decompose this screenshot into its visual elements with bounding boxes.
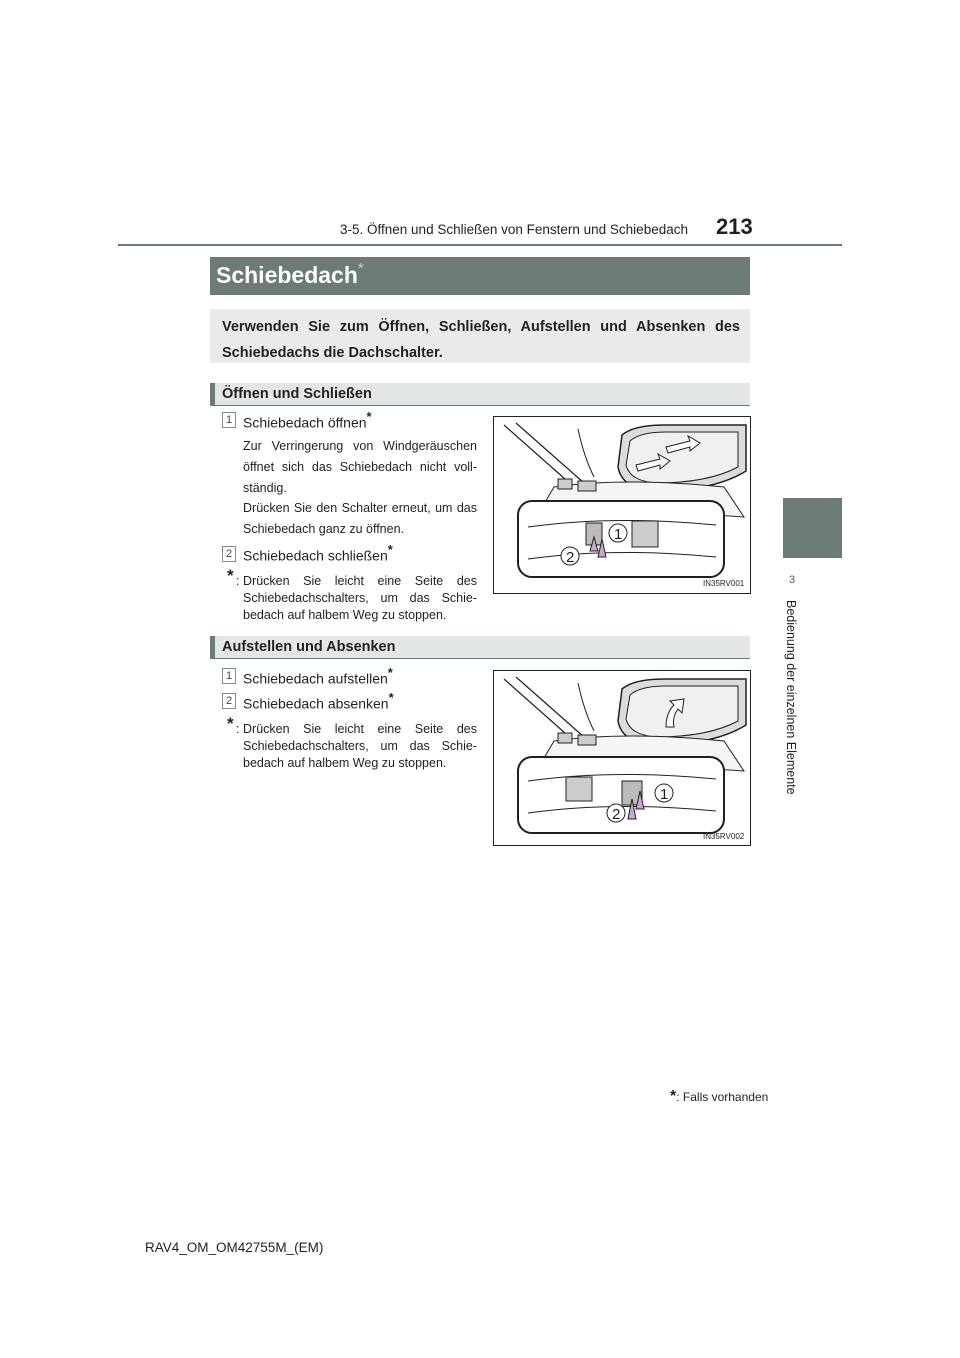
chapter-tab-number: 3 — [789, 574, 796, 586]
note-colon: : — [236, 722, 240, 736]
item-open-marker: * — [366, 409, 372, 424]
callout-number: 2 — [612, 806, 621, 823]
page-number: 213 — [716, 214, 753, 239]
figure-sunroof-open-close — [493, 416, 751, 594]
footnote-marker: * — [670, 1088, 677, 1105]
note-colon: : — [236, 574, 240, 588]
section-heading-tilt: Aufstellen und Absenken — [222, 639, 396, 655]
item-number: 2 — [222, 546, 236, 562]
footer-doc-code: RAV4_OM_OM42755M_(EM) — [145, 1240, 324, 1255]
chapter-tab-label: Bedienung der einzelnen Elemente — [784, 600, 798, 795]
section-title-text: Schiebedach — [216, 262, 358, 288]
section-heading-accent — [210, 383, 215, 406]
footnote — [670, 1088, 768, 1106]
paragraph-press-again: Drücken Sie den Schalter erneut, um das Schiebedach ganz zu öffnen. — [243, 501, 477, 536]
item-close-marker: * — [387, 542, 393, 557]
callout-number: 1 — [614, 526, 623, 543]
item-tilt-up-marker: * — [387, 665, 393, 680]
sunroof-illustration — [494, 671, 750, 845]
callout-number: 1 — [660, 786, 669, 803]
item-tilt-down — [243, 691, 394, 712]
chapter-tab-label-wrapper — [784, 600, 798, 795]
note-marker: * — [227, 566, 234, 585]
figure-code: IN35RV001 — [703, 579, 745, 588]
paragraph-wind-noise: Zur Verringerung von Windgeräuschen öffnet sich das Schiebedach nicht voll-ständig. — [243, 439, 477, 495]
item-number: 1 — [222, 668, 236, 684]
item-open — [243, 410, 372, 431]
item-open-label: Schiebedach öffnen — [243, 414, 367, 431]
chapter-tab — [783, 498, 842, 558]
item-number: 2 — [222, 693, 236, 709]
figure-code: IN35RV002 — [703, 832, 745, 841]
section-heading-open-close: Öffnen und Schließen — [222, 386, 372, 402]
sunroof-illustration — [494, 417, 750, 593]
chapter-header-title: 3-5. Öffnen und Schließen von Fenstern und Schiebedach — [340, 222, 688, 237]
item-tilt-down-label: Schiebedach absenken — [243, 695, 389, 712]
callout-number: 2 — [566, 549, 575, 566]
note-marker: * — [227, 714, 234, 733]
optional-marker: * — [357, 260, 364, 277]
note-stop-halfway: Drücken Sie leicht eine Seite des Schiebedachschalters, um das Schie-bedach auf halbem Weg zu stoppen. — [243, 574, 477, 622]
section-title — [216, 262, 364, 289]
item-close-label: Schiebedach schließen — [243, 547, 388, 564]
header-divider — [118, 244, 842, 246]
item-number: 1 — [222, 412, 236, 428]
item-tilt-up — [243, 666, 393, 687]
figure-sunroof-tilt — [493, 670, 751, 846]
footnote-text: : Falls vorhanden — [676, 1090, 769, 1104]
intro-text: Verwenden Sie zum Öffnen, Schließen, Aufstellen und Absenken des Schiebedachs die Dachschalter. — [222, 319, 740, 361]
item-tilt-up-label: Schiebedach aufstellen — [243, 670, 388, 687]
item-tilt-down-marker: * — [388, 690, 394, 705]
section-heading-accent — [210, 636, 215, 659]
note-stop-halfway: Drücken Sie leicht eine Seite des Schiebedachschalters, um das Schie-bedach auf halbem Weg zu stoppen. — [243, 722, 477, 770]
item-close — [243, 543, 393, 564]
